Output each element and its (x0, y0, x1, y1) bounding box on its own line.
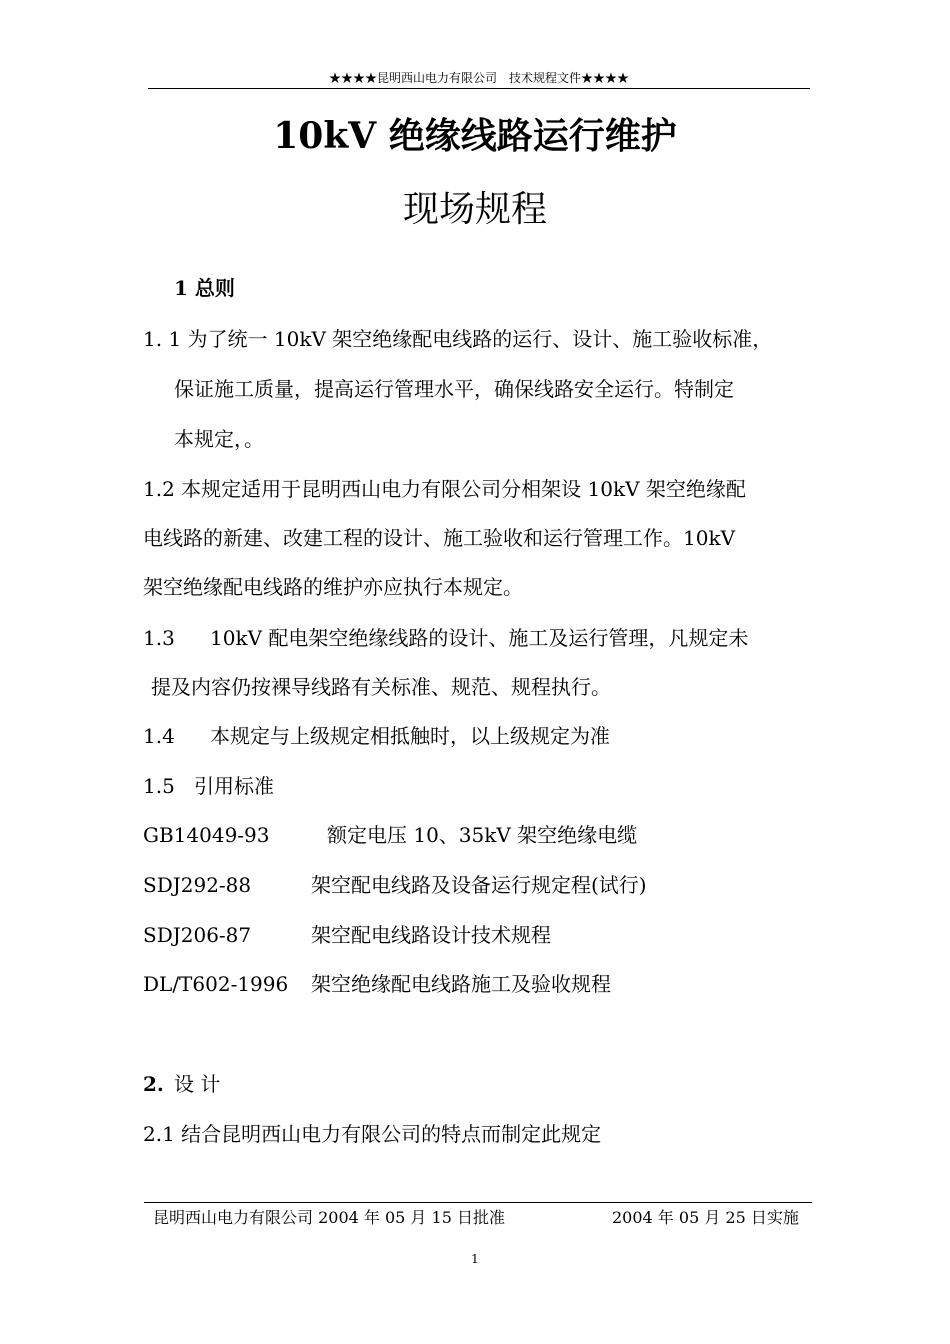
clause-1-2-line-3: 架空绝缘配电线路的维护亦应执行本规定。 (143, 575, 523, 599)
page-number: 1 (471, 1252, 479, 1266)
header-rule (148, 88, 810, 89)
clause-1-4-text: 本规定与上级规定相抵触时，以上级规定为准 (210, 724, 610, 748)
reference-title: 额定电压 10、35kV 架空绝缘电缆 (327, 823, 638, 847)
clause-1-1-line-1: 1. 1 为了统一 10kV 架空绝缘配电线路的运行、设计、施工验收标准， (143, 327, 773, 351)
section-1-heading: 1 总则 (174, 276, 235, 300)
clause-1-1-line-2: 保证施工质量，提高运行管理水平，确保线路安全运行。特制定 (174, 377, 734, 401)
document-title: 10kV 绝缘线路运行维护 (273, 115, 677, 157)
section-2-number: 2. (143, 1072, 164, 1096)
reference-title: 架空配电线路设计技术规程 (311, 923, 551, 947)
clause-1-5-number: 1.5 (143, 774, 175, 798)
reference-code: SDJ206-87 (143, 923, 252, 947)
document-header: ★★★★昆明西山电力有限公司 技术规程文件★★★★ (328, 71, 629, 85)
clause-1-3-line-2: 提及内容仍按裸导线路有关标准、规范、规程执行。 (151, 675, 611, 699)
clause-1-5-text: 引用标准 (194, 774, 274, 798)
clause-1-1-line-3: 本规定，。 (174, 427, 264, 451)
clause-1-2-line-2: 电线路的新建、改建工程的设计、施工验收和运行管理工作。10kV (143, 526, 736, 550)
clause-2-1: 2.1 结合昆明西山电力有限公司的特点而制定此规定 (143, 1122, 602, 1146)
approval-date: 昆明西山电力有限公司 2004 年 05 月 15 日批准 (153, 1208, 505, 1227)
effective-date: 2004 年 05 月 25 日实施 (612, 1208, 799, 1227)
clause-1-2-line-1: 1.2 本规定适用于昆明西山电力有限公司分相架设 10kV 架空绝缘配 (143, 477, 746, 501)
document-subtitle: 现场规程 (402, 189, 547, 230)
reference-title: 架空绝缘配电线路施工及验收规程 (311, 972, 611, 996)
clause-1-4-number: 1.4 (143, 724, 175, 748)
clause-1-3-line-1: 10kV 配电架空绝缘线路的设计、施工及运行管理，凡规定未 (210, 626, 749, 650)
reference-title: 架空配电线路及设备运行规定程(试行) (311, 873, 647, 897)
footer-rule (144, 1202, 812, 1203)
reference-code: DL/T602-1996 (143, 972, 289, 996)
reference-code: SDJ292-88 (143, 873, 252, 897)
clause-1-3-number: 1.3 (143, 626, 175, 650)
section-2-heading: 设 计 (174, 1072, 221, 1096)
reference-code: GB14049-93 (143, 823, 270, 847)
